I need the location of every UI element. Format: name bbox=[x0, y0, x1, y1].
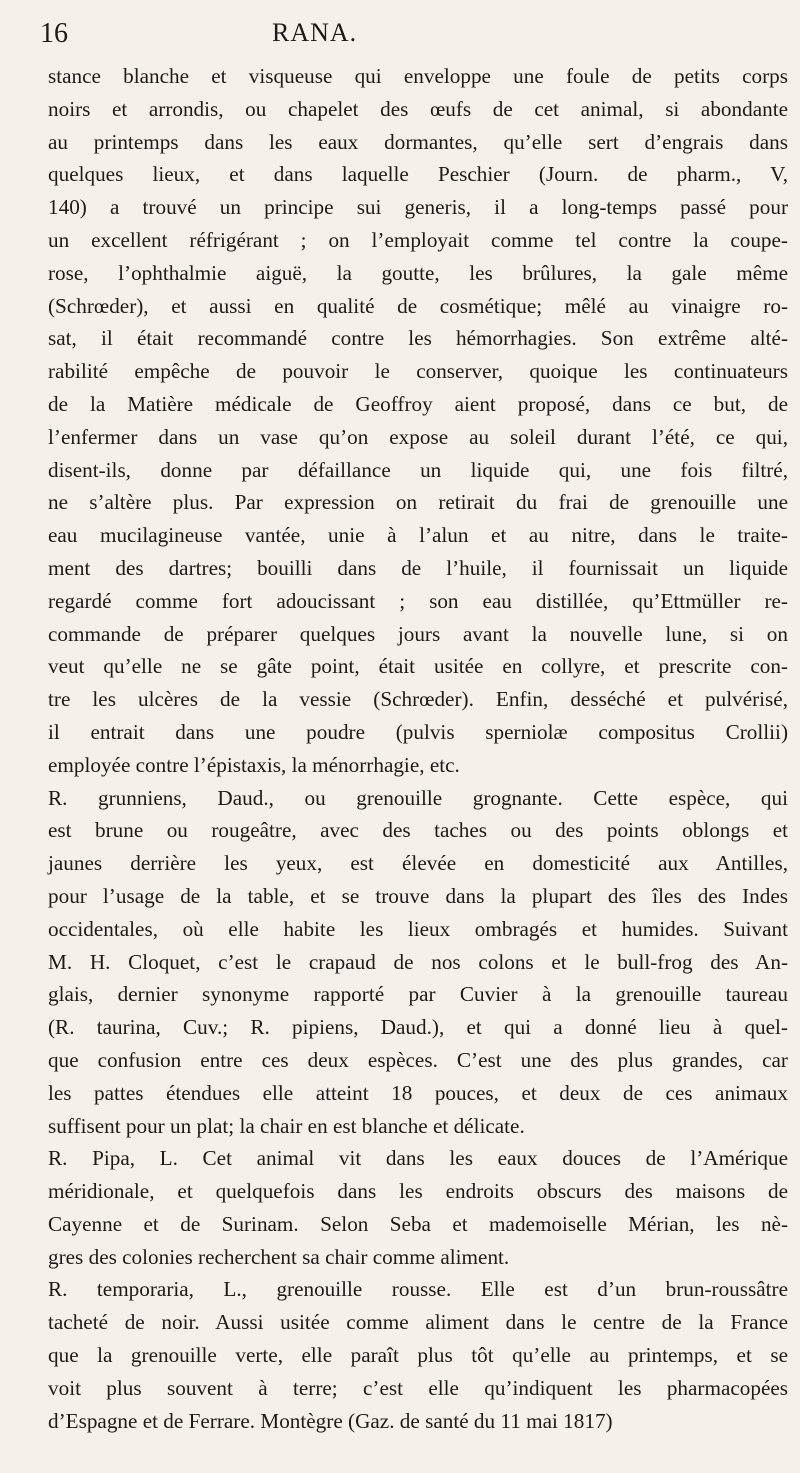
text-line: suffisent pour un plat; la chair en est blanche et délicate. bbox=[48, 1113, 525, 1138]
text-line: ne s’altère plus. Par expression on retirait du frai de grenouille une bbox=[48, 490, 788, 515]
text-line: commande de préparer quelques jours avant la nouvelle lune, si on bbox=[48, 621, 788, 646]
running-title: RANA. bbox=[272, 18, 358, 47]
text-line: pour l’usage de la table, et se trouve dans la plupart des îles des Indes bbox=[48, 883, 788, 908]
text-line: noirs et arrondis, ou chapelet des œufs de cet animal, si abondante bbox=[48, 96, 788, 121]
text-line: voit plus souvent à terre; c’est elle qu’indiquent les pharmacopées bbox=[48, 1375, 788, 1400]
text-line: employée contre l’épistaxis, la ménorrhagie, etc. bbox=[48, 752, 460, 777]
text-line: glais, dernier synonyme rapporté par Cuvier à la grenouille taureau bbox=[48, 982, 788, 1007]
text-line: M. H. Cloquet, c’est le crapaud de nos colons et le bull-frog des An- bbox=[48, 949, 788, 974]
text-line: méridionale, et quelquefois dans les endroits obscurs des maisons de bbox=[48, 1179, 788, 1204]
text-line: rabilité empêche de pouvoir le conserver, quoique les continuateurs bbox=[48, 359, 788, 384]
text-line: de la Matière médicale de Geoffroy aient proposé, dans ce but, de bbox=[48, 391, 788, 416]
text-line: d’Espagne et de Ferrare. Montègre (Gaz. de santé du 11 mai 1817) bbox=[48, 1408, 613, 1433]
text-line: occidentales, où elle habite les lieux ombragés et humides. Suivant bbox=[48, 916, 788, 941]
text-line: tacheté de noir. Aussi usitée comme aliment dans le centre de la France bbox=[48, 1310, 788, 1335]
text-line: l’enfermer dans un vase qu’on expose au soleil durant l’été, ce qui, bbox=[48, 424, 788, 449]
text-line: tre les ulcères de la vessie (Schrœder). Enfin, desséché et pulvérisé, bbox=[48, 687, 788, 712]
page-header bbox=[40, 18, 440, 54]
text-line: 140) a trouvé un principe sui generis, il a long-temps passé pour bbox=[48, 195, 788, 220]
text-line: au printemps dans les eaux dormantes, qu’elle sert d’engrais dans bbox=[48, 129, 788, 154]
text-line: R. Pipa, L. Cet animal vit dans les eaux douces de l’Amérique bbox=[48, 1146, 788, 1171]
text-line: que la grenouille verte, elle paraît plus tôt qu’elle au printemps, et se bbox=[48, 1343, 788, 1368]
text-line: les pattes étendues elle atteint 18 pouces, et deux de ces animaux bbox=[48, 1080, 788, 1105]
text-line: il entrait dans une poudre (pulvis sperniolæ compositus Crollii) bbox=[48, 719, 788, 744]
page-number: 16 bbox=[40, 18, 68, 49]
text-line: est brune ou rougeâtre, avec des taches ou des points oblongs et bbox=[48, 818, 788, 843]
body-text bbox=[48, 60, 788, 1437]
text-line: R. temporaria, L., grenouille rousse. Elle est d’un brun-roussâtre bbox=[48, 1277, 788, 1302]
text-line: que confusion entre ces deux espèces. C’est une des plus grandes, car bbox=[48, 1047, 788, 1072]
text-line: (R. taurina, Cuv.; R. pipiens, Daud.), et qui a donné lieu à quel- bbox=[48, 1015, 788, 1040]
text-line: sat, il était recommandé contre les hémorrhagies. Son extrême alté- bbox=[48, 326, 788, 351]
text-line: stance blanche et visqueuse qui enveloppe une foule de petits corps bbox=[48, 64, 788, 88]
text-line: Cayenne et de Surinam. Selon Seba et mademoiselle Mérian, les nè- bbox=[48, 1211, 788, 1236]
text-line: rose, l’ophthalmie aiguë, la goutte, les brûlures, la gale même bbox=[48, 260, 788, 285]
text-line: jaunes derrière les yeux, est élevée en domesticité aux Antilles, bbox=[48, 851, 788, 876]
text-line: un excellent réfrigérant ; on l’employait comme tel contre la coupe- bbox=[48, 227, 788, 252]
text-line: regardé comme fort adoucissant ; son eau distillée, qu’Ettmüller re- bbox=[48, 588, 788, 613]
text-line: (Schrœder), et aussi en qualité de cosmétique; mêlé au vinaigre ro- bbox=[48, 293, 788, 318]
text-line: gres des colonies recherchent sa chair comme aliment. bbox=[48, 1244, 510, 1269]
text-line: disent-ils, donne par défaillance un liquide qui, une fois filtré, bbox=[48, 457, 788, 482]
text-line: R. grunniens, Daud., ou grenouille grognante. Cette espèce, qui bbox=[48, 785, 788, 810]
text-line: veut qu’elle ne se gâte point, était usitée en collyre, et prescrite con- bbox=[48, 654, 788, 679]
text-line: eau mucilagineuse vantée, unie à l’alun et au nitre, dans le traite- bbox=[48, 523, 788, 548]
text-line: quelques lieux, et dans laquelle Peschier (Journ. de pharm., V, bbox=[48, 162, 788, 187]
text-line: ment des dartres; bouilli dans de l’huile, il fournissait un liquide bbox=[48, 555, 788, 580]
